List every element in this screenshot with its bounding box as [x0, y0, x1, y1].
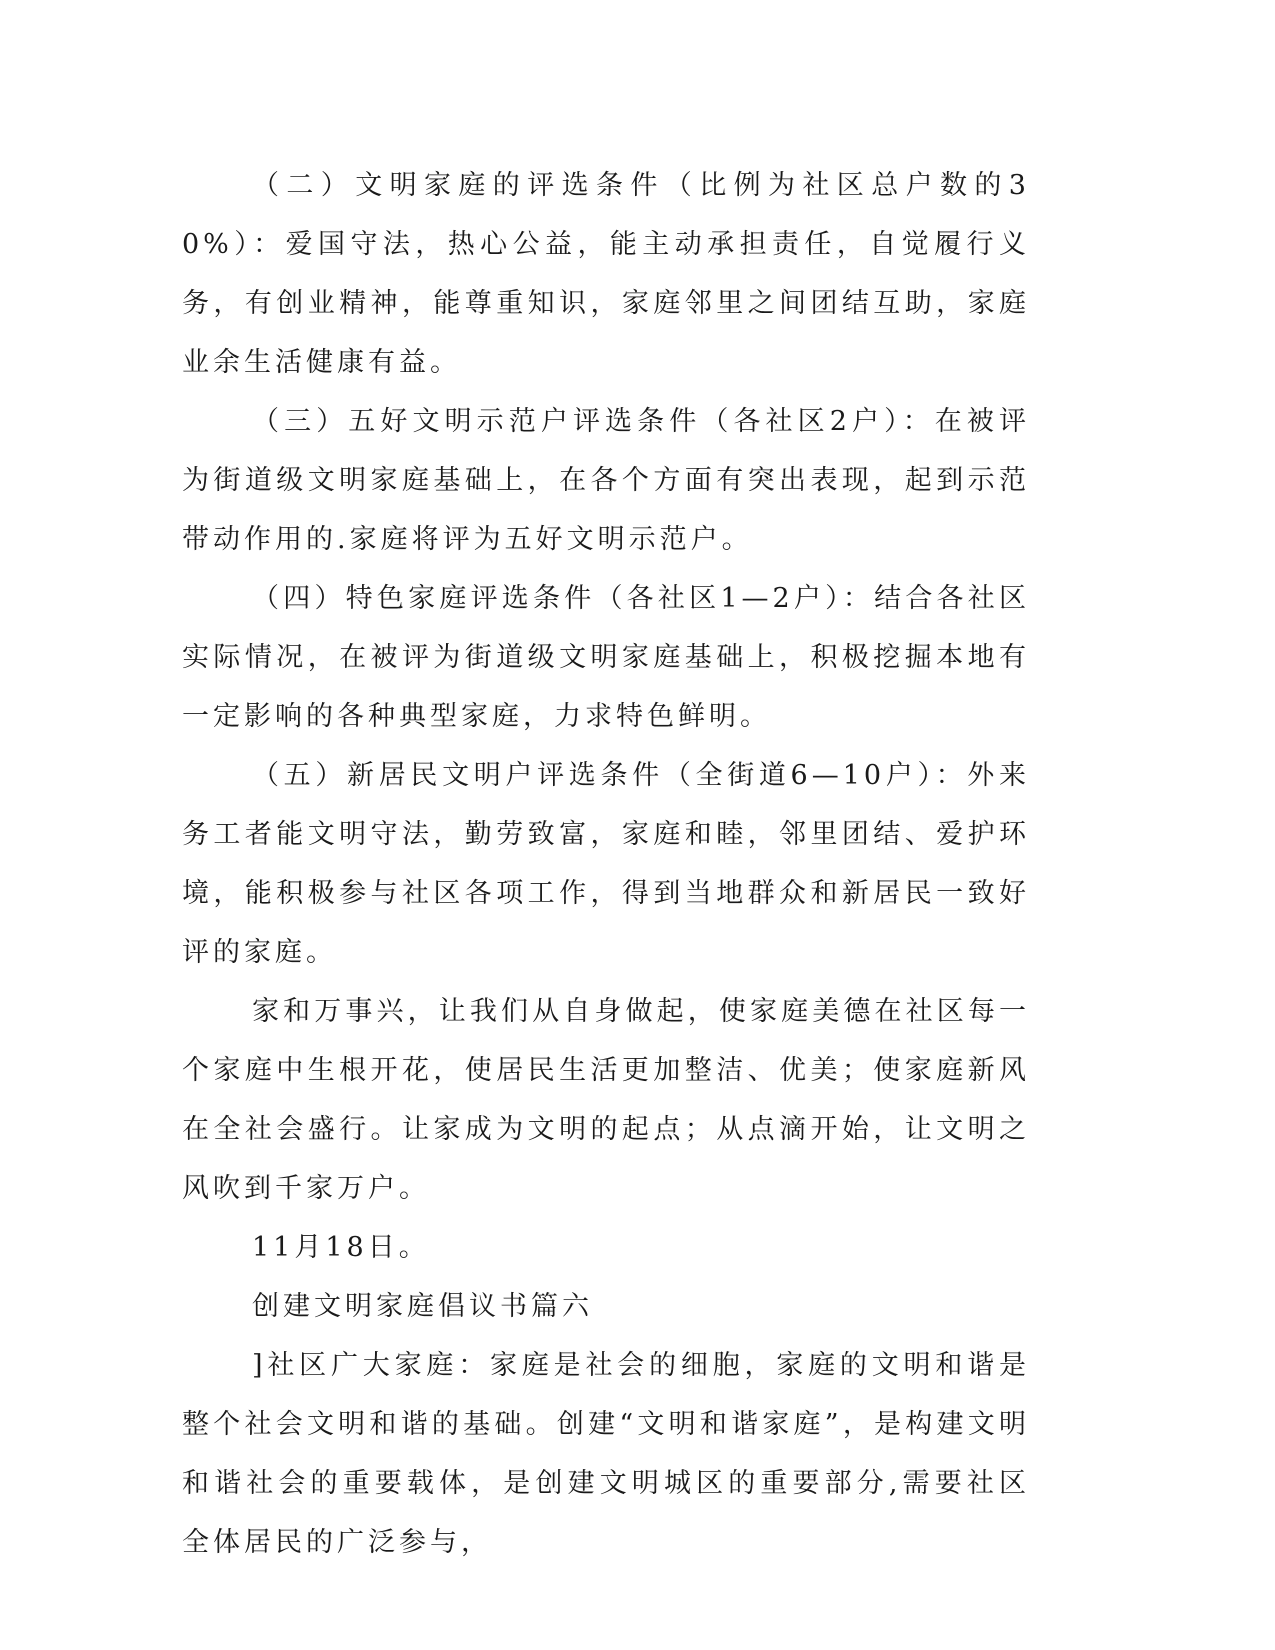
- paragraph-criteria-featured-family: （四）特色家庭评选条件（各社区1—2户）：结合各社区实际情况，在被评为街道级文明家庭基础上，积极挖掘本地有一定影响的各种典型家庭，力求特色鲜明。: [182, 583, 1030, 732]
- paragraph-proposal-intro: ]社区广大家庭：家庭是社会的细胞，家庭的文明和谐是整个社会文明和谐的基础。创建“文明和谐家庭”，是构建文明和谐社会的重要载体，是创建文明城区的重要部分,需要社区全体居民的广泛参与，: [182, 1350, 1030, 1558]
- paragraph-closing-appeal: 家和万事兴，让我们从自身做起，使家庭美德在社区每一个家庭中生根开花，使居民生活更加整洁、优美；使家庭新风在全社会盛行。让家成为文明的起点；从点滴开始，让文明之风吹到千家万户。: [182, 996, 1030, 1204]
- section-heading: 创建文明家庭倡议书篇六: [252, 1291, 593, 1322]
- paragraph-criteria-model-household: （三）五好文明示范户评选条件（各社区2户）：在被评为街道级文明家庭基础上，在各个方面有突出表现，起到示范带动作用的.家庭将评为五好文明示范户。: [182, 406, 1030, 555]
- paragraph-criteria-civilized-family: （二）文明家庭的评选条件（比例为社区总户数的30%）：爱国守法，热心公益，能主动承担责任，自觉履行义务，有创业精神，能尊重知识，家庭邻里之间团结互助，家庭业余生活健康有益。: [182, 170, 1030, 378]
- paragraph-date: 11月18日。: [252, 1232, 430, 1263]
- document-body: [182, 156, 1030, 1572]
- paragraph-criteria-new-resident: （五）新居民文明户评选条件（全街道6—10户）：外来务工者能文明守法，勤劳致富，家庭和睦，邻里团结、爱护环境，能积极参与社区各项工作，得到当地群众和新居民一致好评的家庭。: [182, 760, 1030, 968]
